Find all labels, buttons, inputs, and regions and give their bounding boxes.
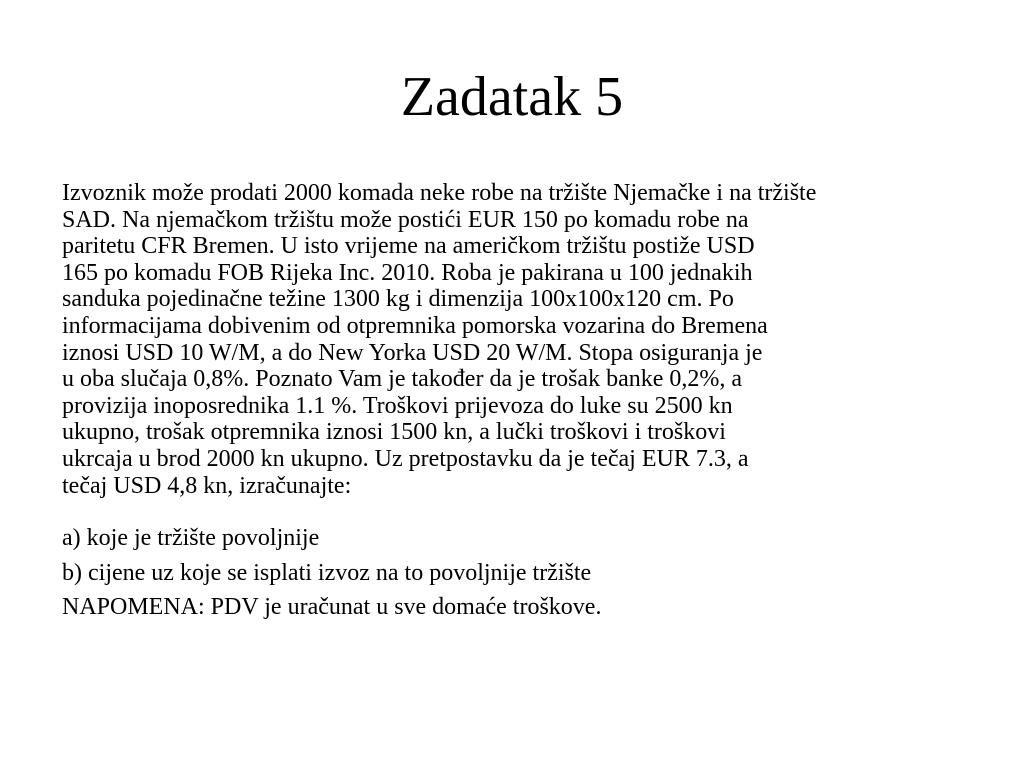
task-paragraph <box>62 180 962 499</box>
slide-title: Zadatak 5 <box>400 66 624 128</box>
task-line: tečaj USD 4,8 kn, izračunajte: <box>62 472 352 499</box>
task-line: ukupno, trošak otpremnika iznosi 1500 kn, a lučki troškovi i troškovi <box>62 419 726 446</box>
task-line: informacijama dobivenim od otpremnika pomorska vozarina do Bremena <box>62 312 768 339</box>
task-line: 165 po komadu FOB Rijeka Inc. 2010. Roba je pakirana u 100 jednakih <box>62 259 753 286</box>
task-line: sanduka pojedinačne težine 1300 kg i dimenzija 100x100x120 cm. Po <box>62 286 734 313</box>
task-line: u oba slučaja 0,8%. Poznato Vam je također da je trošak banke 0,2%, a <box>62 366 743 393</box>
question-b: b) cijene uz koje se isplati izvoz na to povoljnije tržište <box>62 559 592 586</box>
task-line: SAD. Na njemačkom tržištu može postići EUR 150 po komadu robe na <box>62 206 749 233</box>
task-line: provizija inoposrednika 1.1 %. Troškovi prijevoza do luke su 2500 kn <box>62 392 733 419</box>
question-a: a) koje je tržište povoljnije <box>62 525 320 552</box>
task-line: iznosi USD 10 W/M, a do New Yorka USD 20 W/M. Stopa osiguranja je <box>62 339 763 366</box>
slide-body <box>62 180 962 629</box>
task-line: ukrcaja u brod 2000 kn ukupno. Uz pretpostavku da je tečaj EUR 7.3, a <box>62 445 749 472</box>
task-line: Izvoznik može prodati 2000 komada neke robe na tržište Njemačke i na tržište <box>62 180 817 206</box>
note: NAPOMENA: PDV je uračunat u sve domaće troškove. <box>62 594 602 621</box>
task-line: paritetu CFR Bremen. U isto vrijeme na američkom tržištu postiže USD <box>62 233 755 260</box>
